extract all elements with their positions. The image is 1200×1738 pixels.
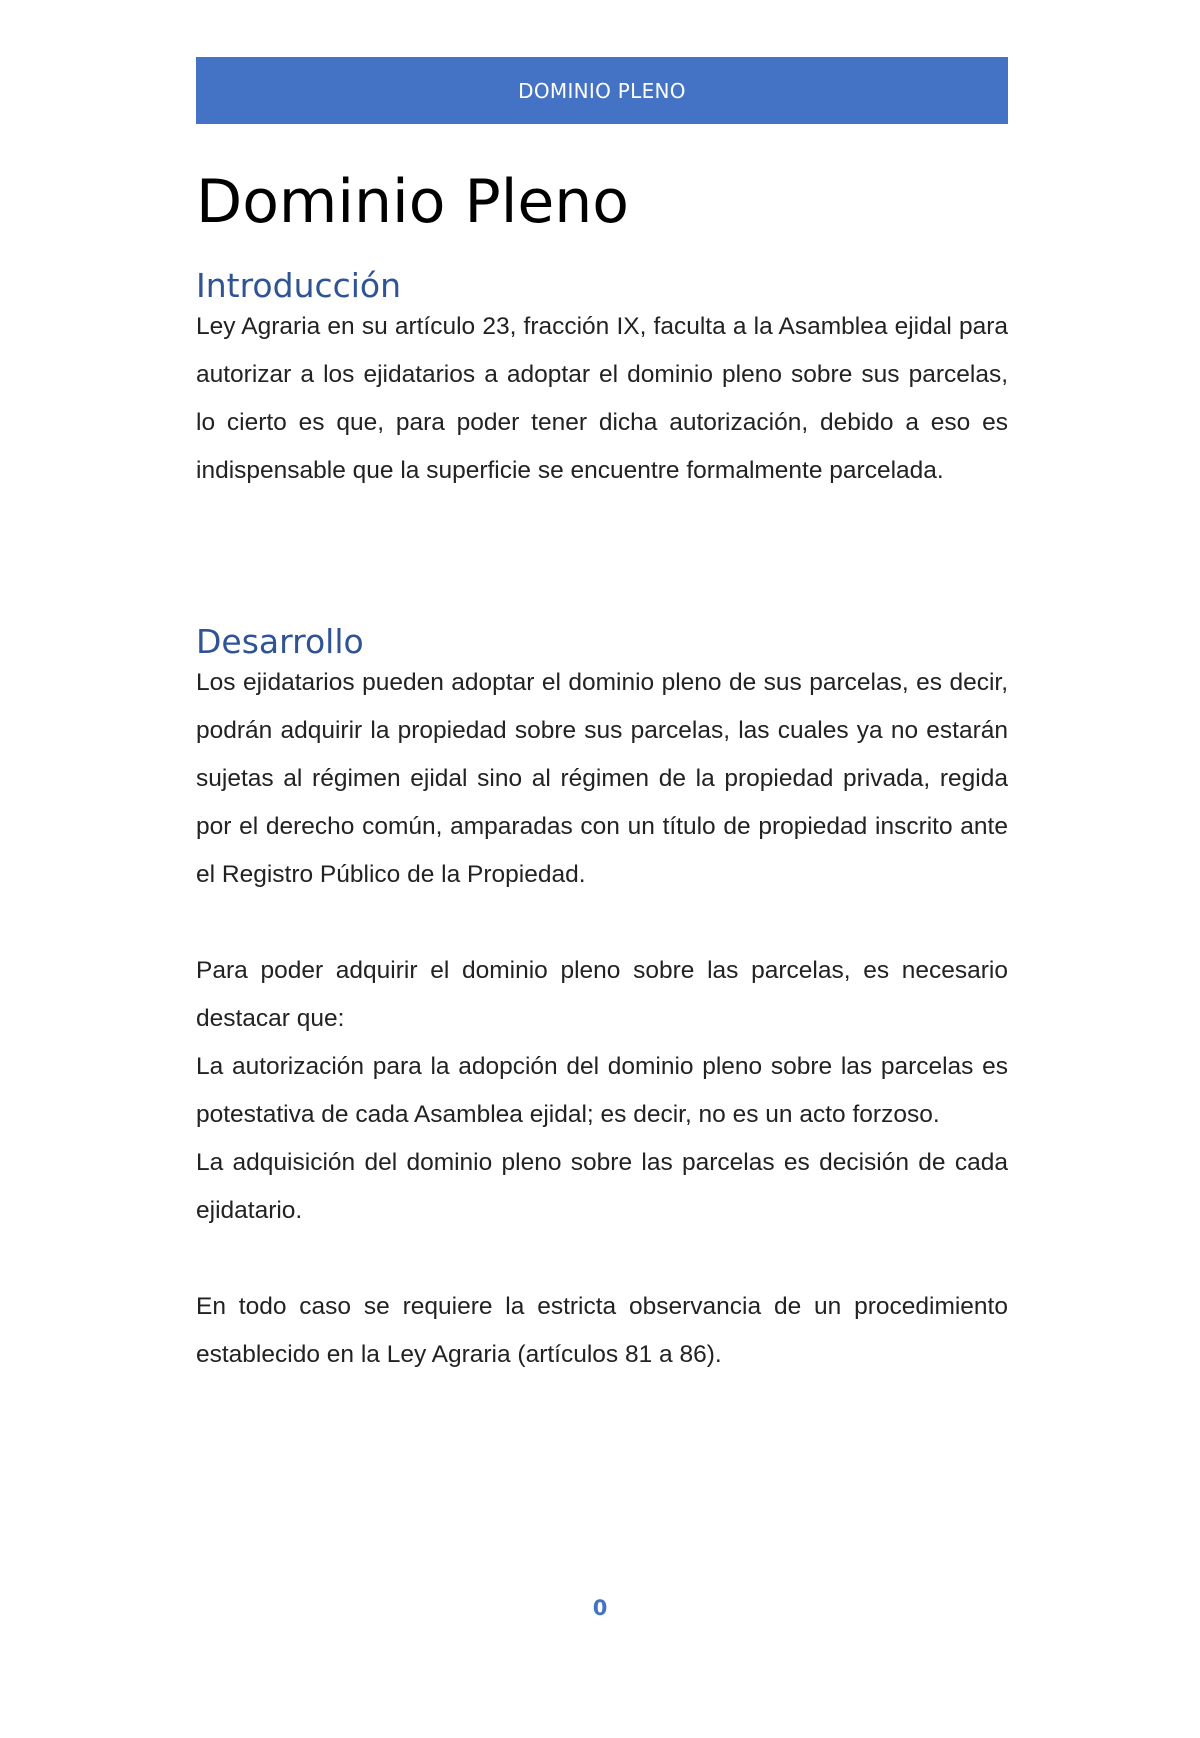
section-heading-introduccion: Introducción	[196, 266, 402, 305]
page-number: 0	[592, 1596, 608, 1620]
paragraph: Para poder adquirir el dominio pleno sobre las parcelas, es necesario destacar que:	[196, 957, 1008, 1032]
paragraph: Los ejidatarios pueden adoptar el dominio pleno de sus parcelas, es decir, podrán adquirir la propiedad sobre sus parcelas, las cuales ya no estarán sujetas al régimen ejidal sino al régimen de la propiedad privada, regida por el derecho común, amparadas con un título de propiedad inscrito ante el Registro Público de la Propiedad.	[196, 669, 1008, 888]
section-heading-desarrollo: Desarrollo	[196, 622, 364, 661]
paragraph: La autorización para la adopción del dominio pleno sobre las parcelas es potestativa de cada Asamblea ejidal; es decir, no es un acto forzoso.	[196, 1053, 1008, 1128]
paragraph-spacer	[196, 899, 1008, 947]
section-body-desarrollo	[196, 659, 1008, 1379]
paragraph-spacer	[196, 1235, 1008, 1283]
section-body-introduccion	[196, 303, 1008, 495]
document-title: Dominio Pleno	[196, 167, 630, 237]
running-header	[196, 57, 1008, 124]
paragraph: En todo caso se requiere la estricta observancia de un procedimiento establecido en la Ley Agraria (artículos 81 a 86).	[196, 1293, 1008, 1368]
paragraph: Ley Agraria en su artículo 23, fracción IX, faculta a la Asamblea ejidal para autorizar a los ejidatarios a adoptar el dominio pleno sobre sus parcelas, lo cierto es que, para poder tener dicha autorización, debido a eso es indispensable que la superficie se encuentre formalmente parcelada.	[196, 313, 1008, 484]
paragraph: La adquisición del dominio pleno sobre las parcelas es decisión de cada ejidatario.	[196, 1149, 1008, 1224]
running-header-label: DOMINIO PLENO	[518, 78, 686, 103]
